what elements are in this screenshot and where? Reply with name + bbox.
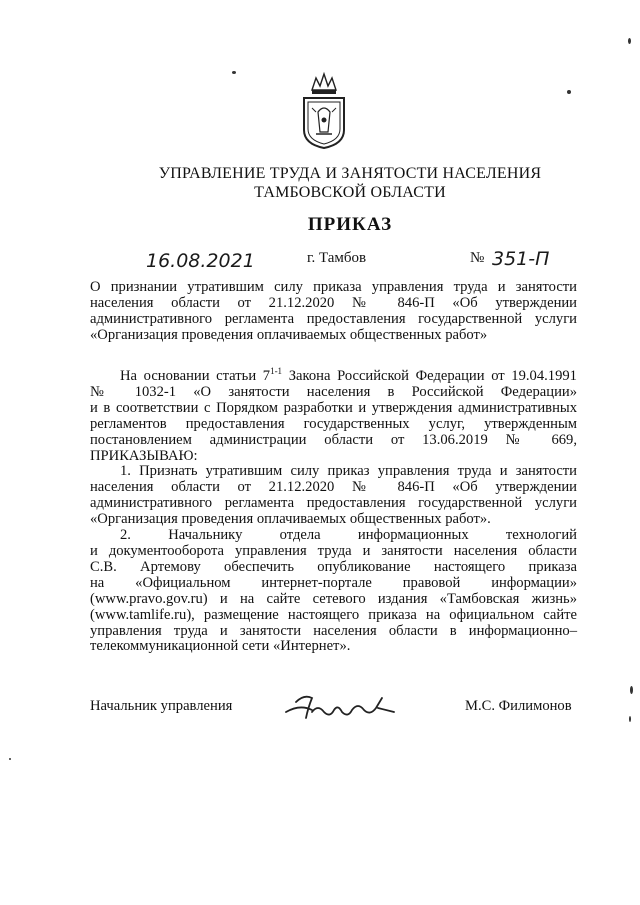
coat-of-arms-emblem	[298, 68, 350, 150]
body-line-item1: 1. Признать утратившим силу приказ управления труда и занятости	[120, 463, 577, 480]
signatory-name: М.С. Филимонов	[465, 698, 572, 714]
body-line: (www.pravo.gov.ru) и на сайте сетевого издания «Тамбовская жизнь»	[90, 590, 577, 607]
body-line: управления труда и занятости населения области в информационно–	[90, 622, 577, 639]
scan-speck	[9, 758, 11, 760]
organization-name-line1: УПРАВЛЕНИЕ ТРУДА И ЗАНЯТОСТИ НАСЕЛЕНИЯ	[158, 165, 542, 182]
subject-line: «Организация проведения оплачиваемых общественных работ»	[90, 326, 488, 343]
scan-speck	[567, 90, 571, 94]
order-body	[90, 366, 577, 655]
order-subject	[90, 280, 577, 344]
body-line: телекоммуникационной сети «Интернет».	[90, 638, 351, 655]
body-line: № 1032-1 «О занятости населения в Российской Федерации»	[90, 383, 577, 400]
basis-rest: Закона Российской Федерации от 19.04.1991	[288, 368, 577, 384]
body-line: регламентов предоставления государственных услуг, утвержденным	[90, 415, 577, 432]
handwritten-date: 16.08.2021	[146, 250, 255, 272]
body-line: и документооборота управления труда и занятости населения области	[90, 542, 577, 559]
body-line: населения области от 21.12.2020 № 846-П «Об утверждении	[90, 479, 577, 496]
subject-line: населения области от 21.12.2020 № 846-П «Об утверждении	[90, 294, 577, 311]
body-line: С.В. Артемову обеспечить опубликование настоящего приказа	[90, 558, 577, 575]
body-line-basis	[90, 366, 577, 385]
order-number-label: №	[470, 250, 485, 266]
body-line-item2: 2. Начальнику отдела информационных технологий	[120, 527, 577, 544]
body-line: постановлением администрации области от 13.06.2019 № 669,	[90, 431, 577, 448]
city-label: г. Тамбов	[307, 250, 367, 266]
scan-speck	[630, 686, 633, 694]
body-line: (www.tamlife.ru), размещение настоящего приказа на официальном сайте	[90, 606, 577, 623]
basis-prefix: На основании статьи 7	[120, 368, 271, 384]
article-superscript: 1-1	[270, 366, 283, 377]
handwritten-order-number: 351-П	[492, 248, 550, 270]
body-line: на «Официальном интернет-портале правовой информации»	[90, 574, 577, 591]
organization-name-line2: ТАМБОВСКОЙ ОБЛАСТИ	[254, 184, 446, 201]
subject-line: административного регламента предоставления государственной услуги	[90, 310, 577, 327]
subject-line: О признании утратившим силу приказа управления труда и занятости	[90, 279, 577, 295]
body-line: «Организация проведения оплачиваемых общественных работ».	[90, 511, 491, 528]
body-line: и в соответствии с Порядком разработки и утверждения административных	[90, 399, 577, 416]
handwritten-signature	[282, 690, 402, 724]
document-type-title: ПРИКАЗ	[307, 214, 393, 235]
body-line: административного регламента предоставления государственной услуги	[90, 495, 577, 512]
signatory-title: Начальник управления	[90, 698, 233, 714]
scan-speck	[628, 38, 631, 44]
scan-speck	[232, 71, 236, 74]
scan-speck	[629, 716, 631, 722]
body-line-order-word: ПРИКАЗЫВАЮ:	[90, 447, 198, 464]
